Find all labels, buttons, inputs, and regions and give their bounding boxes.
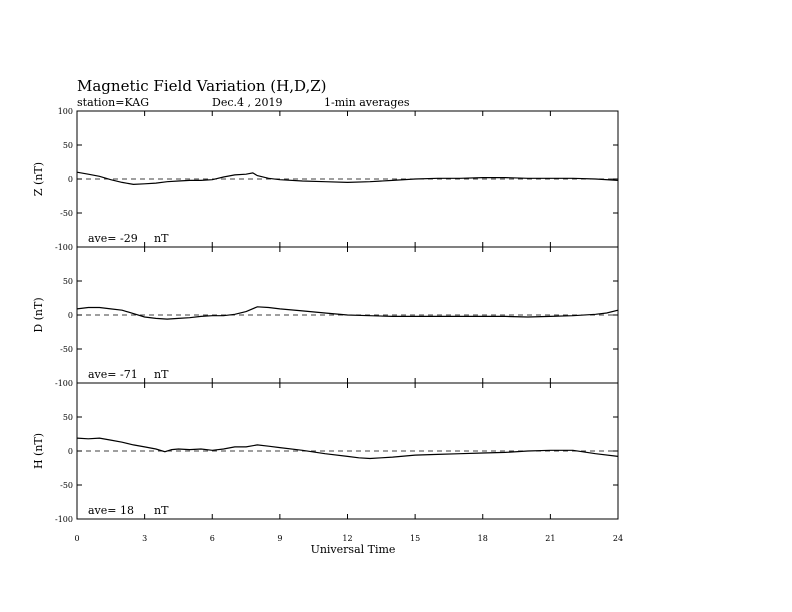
average-label-d: ave= -71 [88,368,138,381]
y-tick-label-d: -50 [60,345,73,354]
y-axis-label-d: D (nT) [32,297,45,333]
x-tick-label: 0 [74,534,80,543]
y-tick-label-d: 0 [67,311,73,320]
y-tick-label-d: -100 [55,379,73,388]
unit-label-d: nT [154,368,169,381]
x-tick-label: 24 [612,534,624,543]
y-tick-label-h: -100 [55,515,73,524]
series-line-z [77,172,618,184]
figure-title: Magnetic Field Variation (H,D,Z) [77,77,327,95]
y-tick-label-z: 50 [62,141,73,150]
y-axis-label-z: Z (nT) [32,161,45,197]
x-tick-label: 15 [410,534,421,543]
panel-d [32,247,618,388]
panels-group [32,107,618,524]
y-tick-label-h: 0 [67,447,73,456]
x-tick-label: 12 [342,534,353,543]
y-tick-label-z: -100 [55,243,73,252]
average-label-h: ave= 18 [88,504,134,517]
series-line-d [77,307,618,319]
y-tick-label-h: 50 [62,413,73,422]
x-axis-label: Universal Time [310,543,396,556]
y-axis-label-h: H (nT) [32,432,45,470]
date-label: Dec.4 , 2019 [212,96,283,109]
average-label-z: ave= -29 [88,232,138,245]
y-tick-label-z: 100 [57,107,73,116]
series-line-h [77,438,618,458]
y-tick-label-d: 50 [62,277,73,286]
panel-h [32,383,618,524]
y-tick-label-z: 0 [67,175,73,184]
y-tick-label-z: -50 [60,209,73,218]
x-tick-label: 6 [209,534,215,543]
x-tick-label: 9 [277,534,283,543]
y-tick-label-h: -50 [60,481,73,490]
unit-label-z: nT [154,232,169,245]
station-label: station=KAG [77,96,149,109]
x-tick-label: 18 [477,534,488,543]
x-axis [74,534,623,543]
unit-label-h: nT [154,504,169,517]
averaging-label: 1-min averages [324,96,410,109]
x-tick-label: 3 [142,534,148,543]
panel-z [32,107,618,252]
x-tick-label: 21 [545,534,556,543]
